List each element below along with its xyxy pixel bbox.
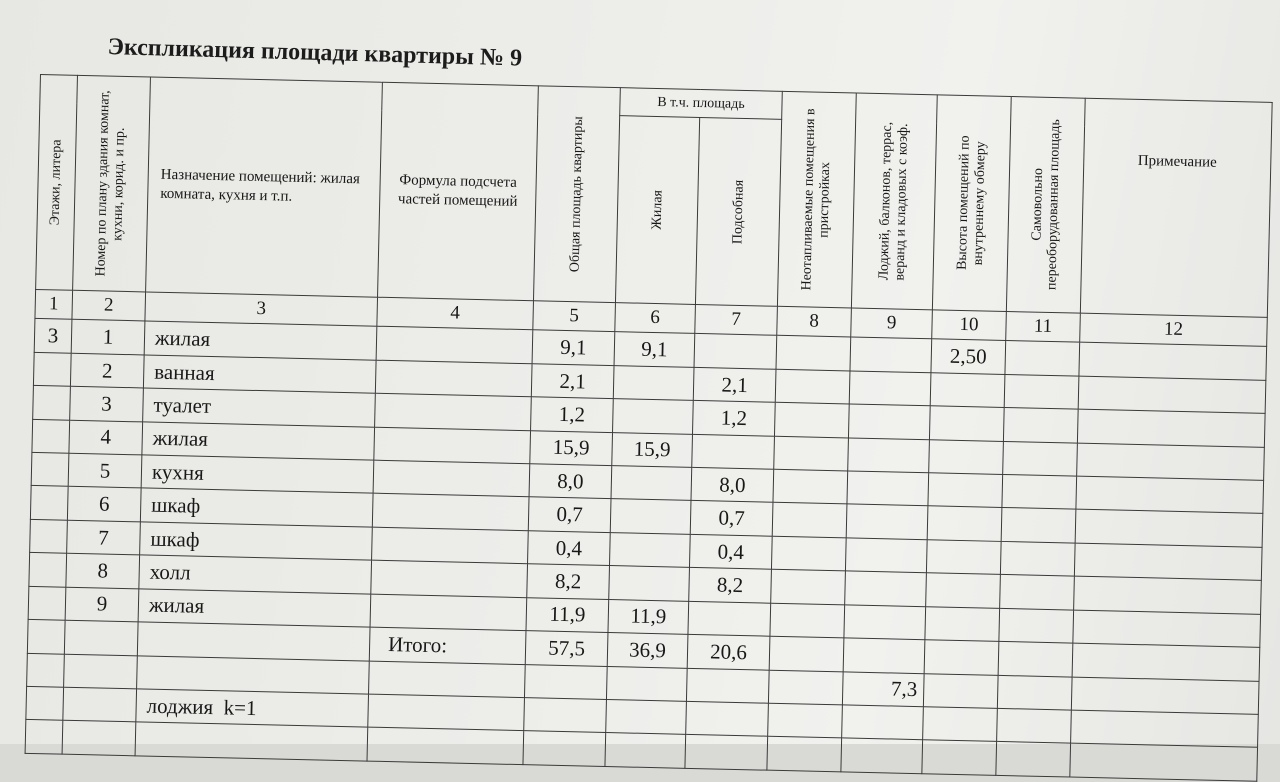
room-number-cell: 9 (65, 587, 139, 622)
room-name-cell: шкаф (140, 522, 373, 561)
column-number: 6 (615, 302, 696, 333)
floor-cell (31, 452, 69, 486)
room-name-cell: кухня (141, 455, 374, 494)
total-area-cell: 9,1 (532, 330, 615, 365)
room-name-cell: холл (139, 555, 372, 594)
living-area-cell (610, 499, 691, 534)
floor-cell (30, 519, 68, 553)
column-number: 11 (1006, 311, 1081, 342)
total-area-cell: 15,9 (530, 430, 613, 465)
height-cell (927, 506, 1002, 541)
living-area-cell (609, 566, 690, 601)
header-formula: Формула подсчета частей помещений (378, 82, 539, 300)
floor-cell (32, 419, 70, 453)
header-total-area: Общая площадь квартиры (533, 86, 620, 303)
column-number: 3 (145, 292, 378, 327)
header-including-area: В т.ч. площадь (620, 88, 783, 120)
formula-cell (373, 460, 530, 497)
total-area-cell: 2,1 (531, 364, 614, 399)
living-area-cell: 9,1 (614, 332, 695, 367)
total-area-cell: 0,4 (528, 531, 611, 566)
column-number: 4 (377, 297, 534, 330)
total-area-cell: 8,2 (527, 564, 610, 599)
aux-area-cell (694, 334, 777, 369)
aux-area-cell: 0,7 (690, 501, 773, 536)
height-cell (926, 573, 1001, 608)
living-area-cell: 15,9 (612, 432, 693, 467)
room-name-cell: жилая (142, 422, 375, 461)
aux-area-cell: 2,1 (693, 367, 776, 402)
aux-area-cell: 8,2 (689, 568, 772, 603)
height-cell (925, 606, 1000, 641)
floor-cell (33, 352, 71, 386)
room-number-cell: 6 (67, 487, 141, 522)
loggia-label: лоджия k=1 (136, 689, 369, 728)
living-area-cell (613, 399, 694, 434)
column-number: 12 (1080, 313, 1268, 347)
totals-aux-area: 20,6 (687, 635, 770, 670)
height-cell (926, 540, 1001, 575)
aux-area-cell: 0,4 (689, 534, 772, 569)
room-name-cell: ванная (143, 355, 376, 394)
formula-cell (374, 427, 531, 464)
header-living: Жилая (615, 116, 699, 304)
column-number: 7 (695, 304, 778, 335)
aux-area-cell: 1,2 (692, 401, 775, 436)
height-cell (928, 473, 1003, 508)
total-area-cell: 8,0 (529, 464, 612, 499)
header-room-number: Номер по плану здания комнат, кухни, корид. и пр. (73, 75, 151, 291)
room-number-cell: 7 (67, 520, 141, 555)
room-number-cell: 2 (70, 353, 144, 388)
header-loggias: Лоджий, балконов, террас, веранд и кладовых с коэф. (851, 93, 937, 310)
header-floor: Этажи, литера (36, 75, 78, 291)
room-name-cell: туалет (143, 388, 376, 427)
room-number-cell: 1 (71, 320, 145, 355)
room-number-cell: 4 (69, 420, 143, 455)
floor-cell (29, 553, 67, 587)
header-room-purpose: Назначение помещений: жилая комната, кухня и т.п. (146, 77, 383, 297)
living-area-cell (609, 532, 690, 567)
column-number: 1 (35, 289, 73, 319)
floor-cell (33, 386, 71, 420)
room-number-cell: 5 (68, 453, 142, 488)
room-name-cell: жилая (138, 589, 371, 628)
living-area-cell: 11,9 (608, 599, 689, 634)
header-unauthorized: Самовольно переоборудованная площадь (1006, 97, 1085, 313)
header-unheated: Неотапливаемые помещения в пристройках (777, 91, 856, 307)
floor-cell (28, 586, 66, 620)
column-number: 8 (777, 306, 852, 337)
room-name-cell: жилая (144, 321, 377, 360)
formula-cell (375, 360, 532, 397)
room-name-cell: шкаф (140, 488, 373, 527)
column-number: 5 (533, 301, 616, 332)
total-area-cell: 11,9 (526, 597, 609, 632)
total-area-cell: 0,7 (528, 497, 611, 532)
height-cell (929, 439, 1004, 474)
column-number: 10 (932, 310, 1007, 341)
room-number-cell: 8 (66, 554, 140, 589)
formula-cell (371, 560, 528, 597)
room-number-cell: 3 (70, 386, 144, 421)
aux-area-cell (688, 601, 771, 636)
formula-cell (372, 494, 529, 531)
floor-cell (30, 486, 68, 520)
loggia-area-value: 7,3 (842, 671, 924, 706)
document-title: Экспликация площади квартиры № 9 (107, 34, 523, 72)
header-auxiliary: Подсобная (695, 118, 781, 306)
living-area-cell (611, 466, 692, 501)
formula-cell (370, 594, 527, 631)
formula-cell (375, 393, 532, 430)
explication-table (25, 74, 1273, 782)
height-cell (930, 373, 1005, 408)
header-height: Высота помещений по внутреннему обмеру (932, 95, 1011, 311)
header-note: Примечание (1080, 98, 1272, 317)
height-cell: 2,50 (931, 339, 1006, 374)
formula-cell (376, 327, 533, 364)
totals-label: Итого: (369, 627, 526, 664)
aux-area-cell (692, 434, 775, 469)
totals-total-area: 57,5 (525, 631, 608, 666)
living-area-cell (613, 365, 694, 400)
total-area-cell: 1,2 (531, 397, 614, 432)
aux-area-cell: 8,0 (691, 467, 774, 502)
formula-cell (372, 527, 529, 564)
height-cell (929, 406, 1004, 441)
floor-cell: 3 (34, 319, 72, 353)
totals-living-area: 36,9 (607, 633, 688, 668)
column-number: 2 (72, 290, 146, 321)
column-number: 9 (851, 308, 933, 339)
